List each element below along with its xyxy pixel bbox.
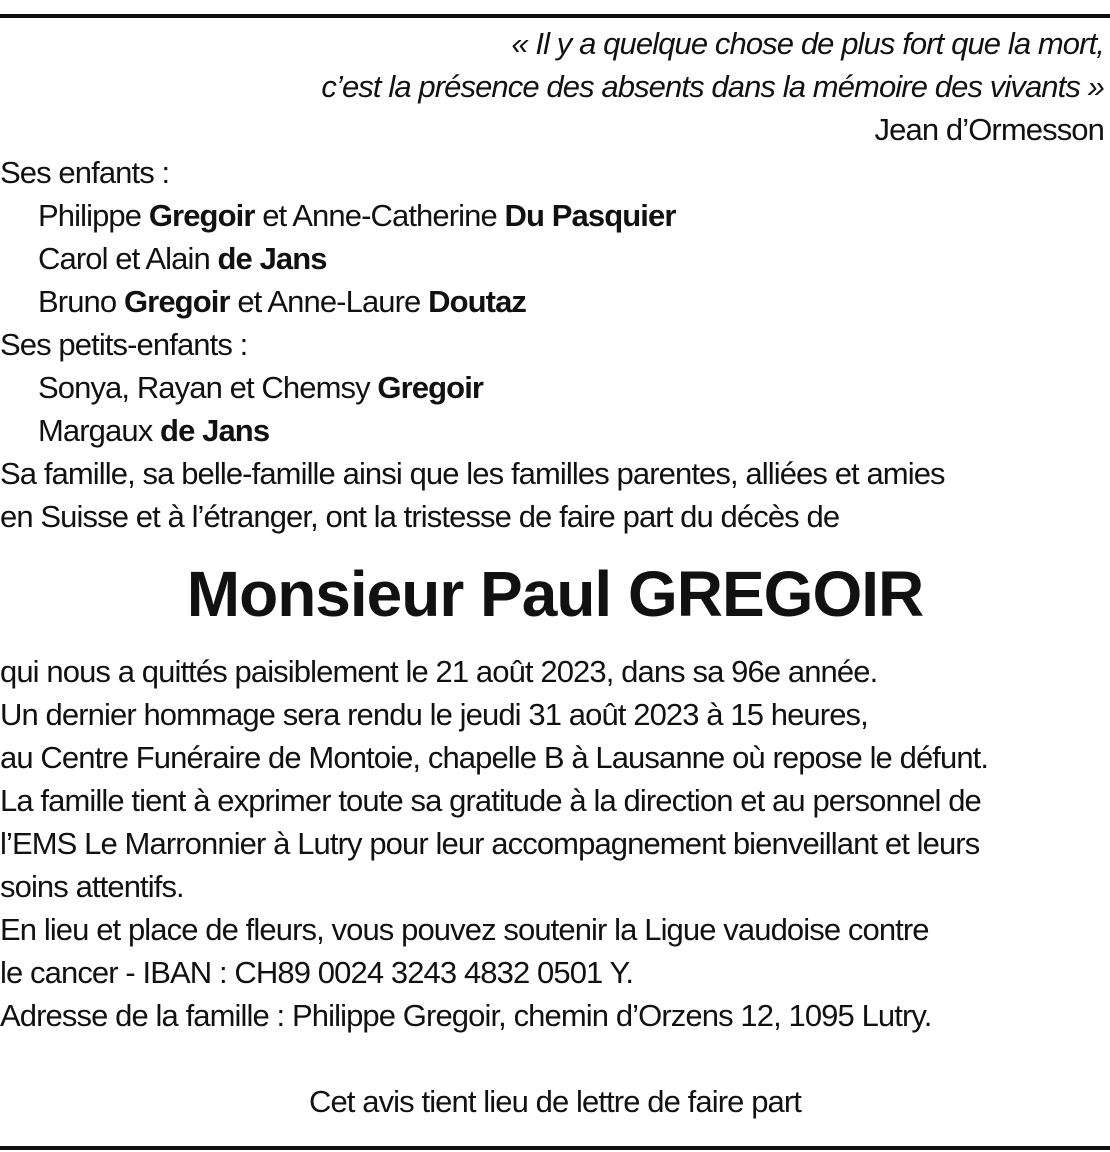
surname: de Jans <box>160 413 270 448</box>
surname: Gregoir <box>123 284 230 319</box>
given-names: et Anne-Catherine <box>254 198 505 233</box>
obituary-notice <box>0 22 1110 1123</box>
quote-line-2: c’est la présence des absents dans la mémoire des vivants » <box>321 69 1104 104</box>
body-line: soins attentifs. <box>0 869 184 904</box>
given-names: Bruno <box>38 284 124 319</box>
notice-body <box>0 650 1110 1037</box>
child-entry <box>0 237 1110 280</box>
given-names: Carol et Alain <box>38 241 218 276</box>
grandchildren-heading: Ses petits-enfants : <box>0 327 248 362</box>
child-entry <box>0 194 1110 237</box>
grandchild-entry <box>0 366 1110 409</box>
quote-line-1: « Il y a quelque chose de plus fort que la mort, <box>511 26 1104 61</box>
bottom-rule <box>0 1146 1110 1150</box>
body-line: Adresse de la famille : Philippe Gregoir, chemin d’Orzens 12, 1095 Lutry. <box>0 998 932 1033</box>
family-line-1: Sa famille, sa belle-famille ainsi que les familles parentes, alliées et amies <box>0 456 945 491</box>
grandchildren-list <box>0 366 1110 452</box>
body-line: au Centre Funéraire de Montoie, chapelle B à Lausanne où repose le défunt. <box>0 740 989 775</box>
deceased-name: Monsieur Paul GREGOIR <box>186 558 924 630</box>
body-line: qui nous a quittés paisiblement le 21 août 2023, dans sa 96e année. <box>0 654 878 689</box>
given-names: et Anne-Laure <box>229 284 429 319</box>
body-line: Un dernier hommage sera rendu le jeudi 31 août 2023 à 15 heures, <box>0 697 868 732</box>
surname: Doutaz <box>428 284 527 319</box>
children-list <box>0 194 1110 323</box>
given-names: Sonya, Rayan et Chemsy <box>38 370 378 405</box>
surname: de Jans <box>217 241 327 276</box>
child-entry <box>0 280 1110 323</box>
given-names: Margaux <box>38 413 161 448</box>
body-line: La famille tient à exprimer toute sa gratitude à la direction et au personnel de <box>0 783 981 818</box>
body-line: le cancer - IBAN : CH89 0024 3243 4832 0501 Y. <box>0 955 634 990</box>
quote-author: Jean d’Ormesson <box>874 112 1104 147</box>
footer-note: Cet avis tient lieu de lettre de faire part <box>308 1084 802 1119</box>
children-heading: Ses enfants : <box>0 155 170 190</box>
family-line-2: en Suisse et à l’étranger, ont la tristesse de faire part du décès de <box>0 499 840 534</box>
surname: Du Pasquier <box>504 198 676 233</box>
surname: Gregoir <box>148 198 255 233</box>
given-names: Philippe <box>38 198 149 233</box>
spacer <box>0 1037 1110 1080</box>
body-line: l’EMS Le Marronnier à Lutry pour leur accompagnement bienveillant et leurs <box>0 826 980 861</box>
epigraph <box>0 22 1110 108</box>
grandchild-entry <box>0 409 1110 452</box>
top-rule <box>0 14 1110 18</box>
body-line: En lieu et place de fleurs, vous pouvez soutenir la Ligue vaudoise contre <box>0 912 929 947</box>
surname: Gregoir <box>377 370 484 405</box>
